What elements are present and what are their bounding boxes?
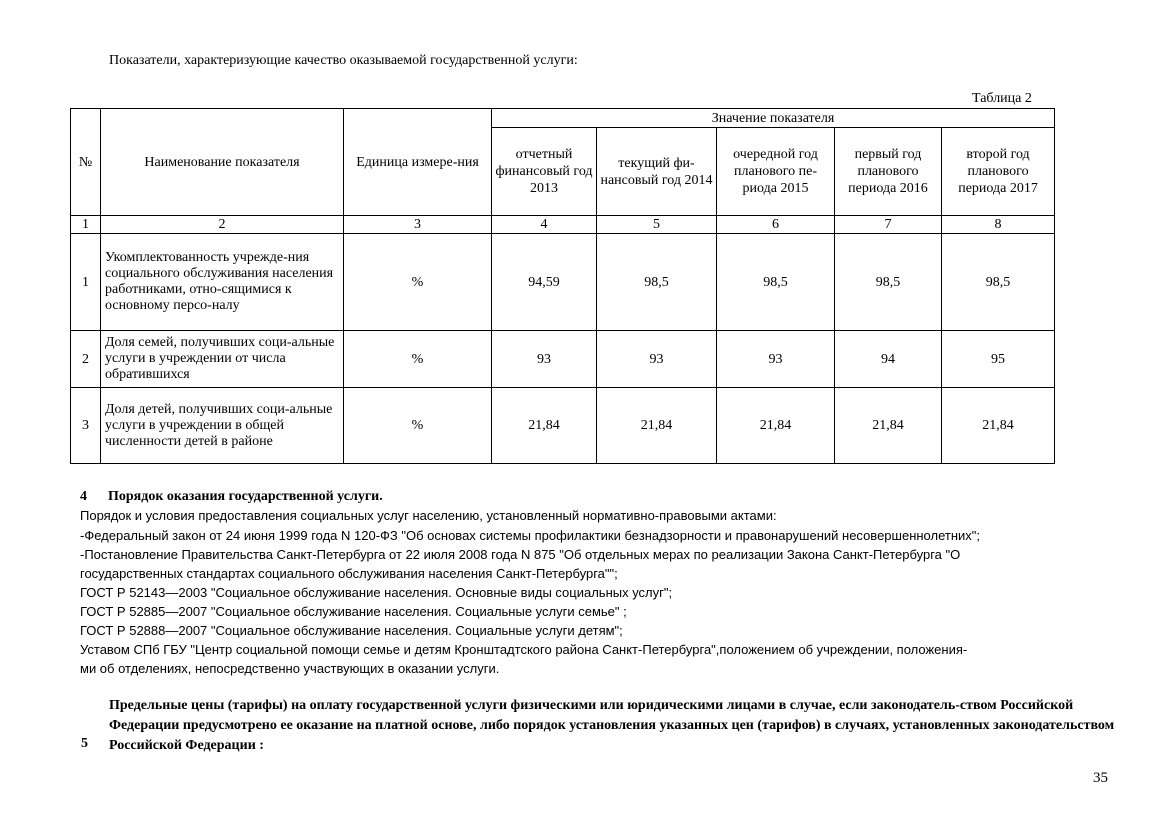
section-4-line: ГОСТ Р 52885—2007 "Социальное обслуживание населения. Социальные услуги семье" ; [80, 604, 627, 619]
header-year-2014: текущий фи-нансовый год 2014 [597, 128, 717, 216]
col-number: 5 [597, 216, 717, 234]
header-year-2016: первый год планового периода 2016 [835, 128, 942, 216]
header-group: Значение показателя [492, 109, 1055, 128]
intro-text: Показатели, характеризующие качество оказываемой государственной услуги: [109, 53, 578, 68]
header-year-2013: отчетный финансовый год 2013 [492, 128, 597, 216]
row-num: 2 [71, 331, 101, 388]
col-number: 6 [717, 216, 835, 234]
row-value: 21,84 [492, 388, 597, 464]
row-unit: % [344, 388, 492, 464]
table-label: Таблица 2 [972, 91, 1032, 106]
row-num: 3 [71, 388, 101, 464]
section-4-line: государственных стандартах социального обслуживания населения Санкт-Петербурга""; [80, 566, 618, 581]
header-unit: Единица измере-ния [344, 109, 492, 216]
indicators-table [70, 108, 1055, 464]
section-4-number: 4 [80, 489, 87, 504]
section-4-heading [80, 489, 383, 505]
row-value: 21,84 [835, 388, 942, 464]
row-value: 21,84 [942, 388, 1055, 464]
row-value: 95 [942, 331, 1055, 388]
page-number: 35 [1093, 770, 1108, 786]
col-number: 1 [71, 216, 101, 234]
row-name: Доля детей, получивших соци-альные услуги в учреждении в общей численности детей в районе [101, 388, 344, 464]
col-number: 2 [101, 216, 344, 234]
row-num: 1 [71, 234, 101, 331]
section-4-line: Порядок и условия предоставления социальных услуг населению, установленный нормативно-правовыми актами: [80, 508, 777, 523]
section-4-line: -Постановление Правительства Санкт-Петербурга от 22 июля 2008 года N 875 "Об отдельных мерах по реализации Закона Санкт-Петербурга "О [80, 547, 961, 562]
header-year-2015: очередной год планового пе-риода 2015 [717, 128, 835, 216]
row-value: 98,5 [835, 234, 942, 331]
section-4-line: ГОСТ Р 52143—2003 "Социальное обслуживание населения. Основные виды социальных услуг"; [80, 585, 673, 600]
section-5-number: 5 [81, 736, 88, 751]
row-value: 93 [717, 331, 835, 388]
header-year-2017: второй год планового периода 2017 [942, 128, 1055, 216]
row-name: Укомплектованность учрежде-ния социального обслуживания населения работниками, отно-сящимися к основному персо-налу [101, 234, 344, 331]
table-row [71, 234, 1055, 331]
section-4-line: ГОСТ Р 52888—2007 "Социальное обслуживание населения. Социальные услуги детям"; [80, 623, 623, 638]
col-number: 4 [492, 216, 597, 234]
row-name: Доля семей, получивших соци-альные услуги в учреждении от числа обратившихся [101, 331, 344, 388]
col-number: 3 [344, 216, 492, 234]
header-name: Наименование показателя [101, 109, 344, 216]
row-value: 21,84 [597, 388, 717, 464]
row-value: 21,84 [717, 388, 835, 464]
table-row [71, 331, 1055, 388]
row-unit: % [344, 331, 492, 388]
row-value: 94,59 [492, 234, 597, 331]
col-number: 7 [835, 216, 942, 234]
section-4-line: -Федеральный закон от 24 июня 1999 года N 120-ФЗ "Об основах системы профилактики безнадзорности и правонарушений несовершеннолетних"; [80, 528, 980, 543]
section-4-line: ми об отделениях, непосредственно участвующих в оказании услуги. [80, 661, 500, 676]
section-5-text: Предельные цены (тарифы) на оплату государственной услуги физическими или юридическими лицами в случае, если законодатель-ством Российской Федерации предусмотрено ее оказание на платной основе, либо порядок установления указанных цен (тарифов) в случаях, установленных законодательством Российской Федерации : [109, 698, 1115, 753]
section-4-line: Уставом СПб ГБУ "Центр социальной помощи семье и детям Кронштадтского района Санкт-Петербурга",положением об учреждении, положения- [80, 642, 968, 657]
row-value: 93 [492, 331, 597, 388]
col-number: 8 [942, 216, 1055, 234]
table-row [71, 388, 1055, 464]
row-value: 93 [597, 331, 717, 388]
row-value: 94 [835, 331, 942, 388]
row-unit: % [344, 234, 492, 331]
row-value: 98,5 [597, 234, 717, 331]
row-value: 98,5 [942, 234, 1055, 331]
section-4-title: Порядок оказания государственной услуги. [108, 489, 383, 504]
row-value: 98,5 [717, 234, 835, 331]
header-num: № [71, 109, 101, 216]
